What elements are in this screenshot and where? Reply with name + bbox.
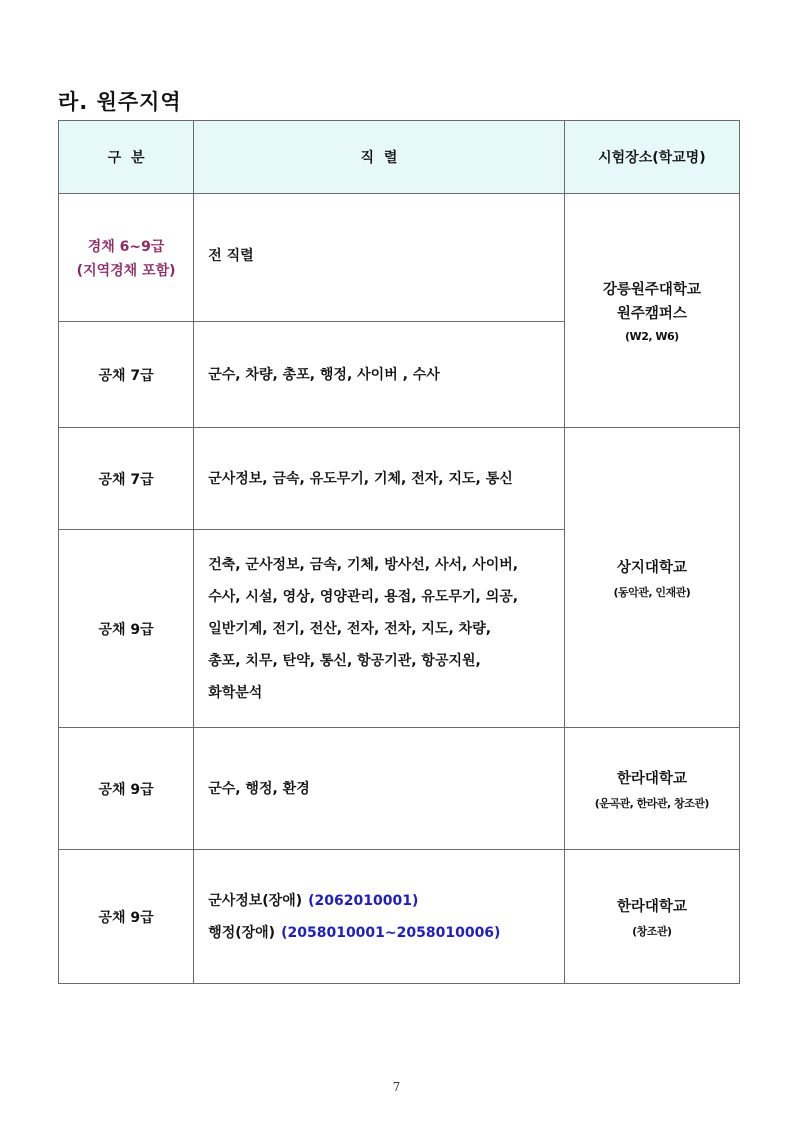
category-label: 공채 9급 — [98, 909, 154, 926]
venue-cell — [564, 428, 739, 728]
exam-venue-table — [58, 120, 740, 984]
jobs-cell — [194, 728, 565, 850]
category-cell — [59, 728, 194, 850]
venue-school: 상지대학교 — [616, 559, 687, 576]
jobs-line: 건축, 군사정보, 금속, 기체, 방사선, 사서, 사이버, — [208, 556, 519, 573]
category-label: 공채 9급 — [98, 621, 154, 638]
venue-school: 강릉원주대학교 — [602, 282, 701, 298]
category-cell — [59, 530, 194, 728]
category-cell — [59, 428, 194, 530]
category-label: 공채 9급 — [98, 781, 154, 798]
jobs-text: 행정(장애) — [208, 924, 276, 941]
jobs-line — [208, 885, 564, 917]
jobs-cell — [194, 850, 565, 984]
jobs-text: 전 직렬 — [208, 248, 254, 264]
jobs-text: 군사정보(장애) — [208, 892, 303, 909]
jobs-text: 군사정보, 금속, 유도무기, 기체, 전자, 지도, 통신 — [208, 470, 513, 487]
jobs-line — [208, 917, 564, 949]
venue-buildings: (W2, W6) — [625, 330, 679, 343]
venue-buildings: (운곡관, 한라관, 창조관) — [594, 796, 709, 810]
category-label: 공채 7급 — [98, 367, 154, 384]
header-jobs: 직 렬 — [194, 121, 565, 194]
venue-school: 한라대학교 — [616, 898, 687, 915]
section-title: 라. 원주지역 — [58, 90, 182, 114]
jobs-line: 수사, 시설, 영상, 영양관리, 용접, 유도무기, 의공, — [208, 588, 519, 605]
jobs-text: 군수, 차량, 총포, 행정, 사이버 , 수사 — [208, 366, 440, 383]
header-category: 구 분 — [59, 121, 194, 194]
venue-school: 한라대학교 — [616, 770, 687, 787]
venue-buildings: (창조관) — [632, 924, 672, 938]
jobs-line: 총포, 치무, 탄약, 통신, 항공기관, 항공지원, — [208, 652, 481, 669]
venue-buildings: (동악관, 인재관) — [613, 585, 691, 599]
jobs-line: 일반기계, 전기, 전산, 전자, 전차, 지도, 차량, — [208, 620, 492, 637]
jobs-text: 군수, 행정, 환경 — [208, 780, 310, 797]
venue-school: 원주캠퍼스 — [616, 306, 687, 322]
venue-cell — [564, 728, 739, 850]
jobs-cell — [194, 428, 565, 530]
table-header-row — [59, 121, 740, 194]
header-venue: 시험장소(학교명) — [564, 121, 739, 194]
jobs-code: (2062010001) — [308, 892, 419, 909]
page-number: 7 — [392, 1080, 401, 1094]
venue-cell — [564, 194, 739, 428]
table-row — [59, 850, 740, 984]
jobs-cell — [194, 322, 565, 428]
table-row — [59, 428, 740, 530]
category-label: 경채 6~9급 — [87, 238, 165, 255]
category-cell — [59, 850, 194, 984]
table-row — [59, 194, 740, 322]
table-row — [59, 728, 740, 850]
category-label: 공채 7급 — [98, 471, 154, 488]
category-cell — [59, 194, 194, 322]
jobs-cell — [194, 194, 565, 322]
jobs-cell — [194, 530, 565, 728]
category-sub-label: (지역경채 포함) — [76, 262, 176, 279]
jobs-code: (2058010001~2058010006) — [281, 924, 501, 941]
venue-cell — [564, 850, 739, 984]
category-cell — [59, 322, 194, 428]
jobs-line: 화학분석 — [208, 684, 263, 701]
